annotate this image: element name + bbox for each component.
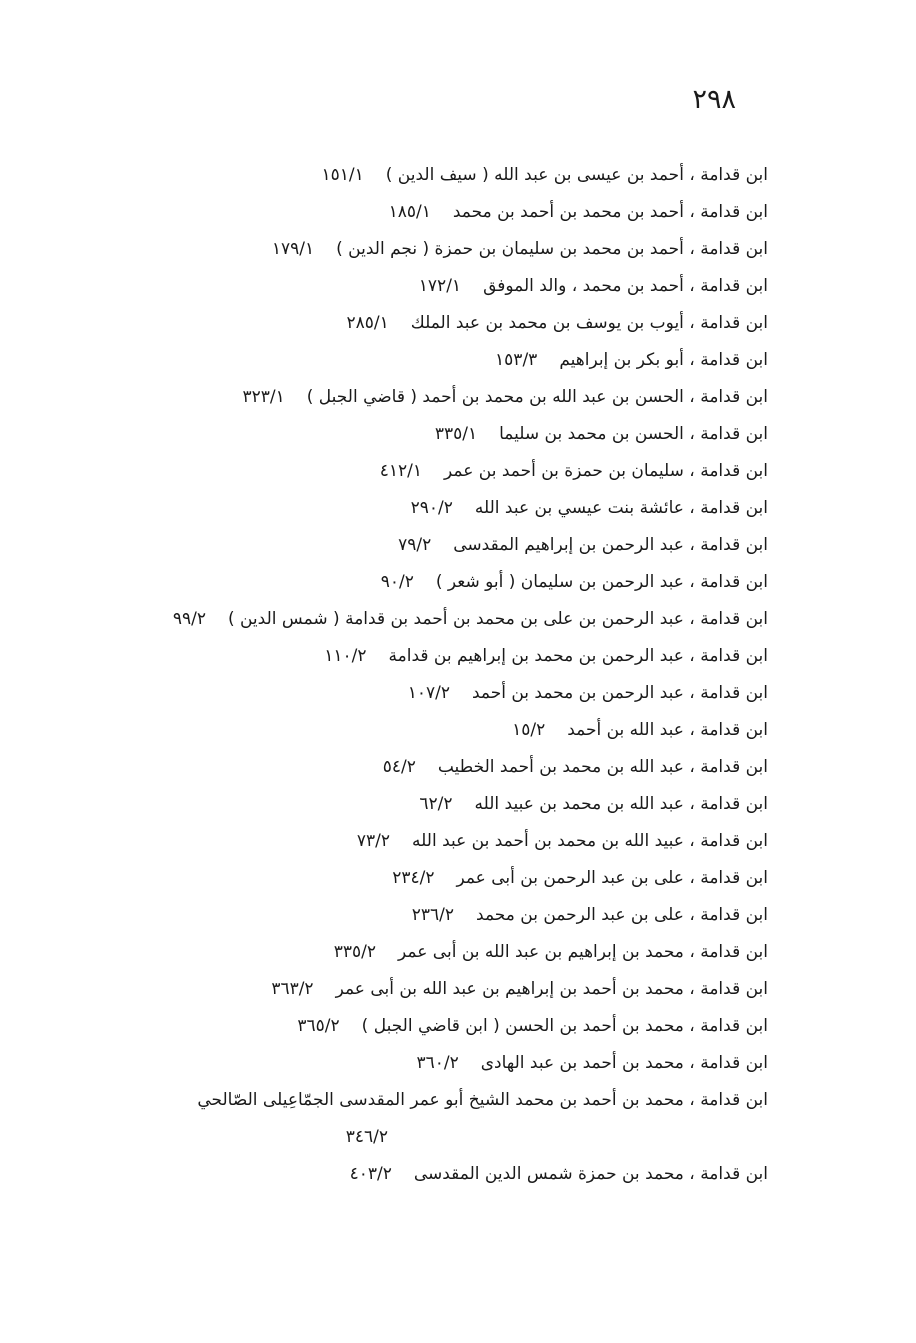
entry-name: ابن قدامة ، عبد الرحمن بن سليمان ( أبو شعر ) xyxy=(435,572,768,592)
entry-name: ابن قدامة ، عبد الله بن أحمد xyxy=(567,720,768,740)
entry-reference: ٦٢/٢ xyxy=(419,794,453,814)
entry-reference: ٣٣٥/٢ xyxy=(333,942,377,962)
index-entry xyxy=(108,564,768,601)
entry-name: ابن قدامة ، أبو بكر بن إبراهيم xyxy=(559,350,768,370)
entry-reference: ٣٦٥/٢ xyxy=(297,1016,340,1036)
index-entry xyxy=(108,379,768,416)
entry-reference: ٣٦٠/٢ xyxy=(416,1053,459,1073)
entry-reference: ٢٩٠/٢ xyxy=(410,498,453,518)
index-entry xyxy=(108,712,768,749)
entry-reference: ٤٠٣/٢ xyxy=(349,1164,392,1184)
index-entry xyxy=(108,601,768,638)
index-entry xyxy=(108,675,768,712)
entry-name: ابن قدامة ، عائشة بنت عيسي بن عبد الله xyxy=(474,498,768,518)
index-entry xyxy=(108,971,768,1008)
index-entry xyxy=(108,860,768,897)
index-entry xyxy=(108,268,768,305)
index-entry xyxy=(108,638,768,675)
index-entry xyxy=(108,527,768,564)
entry-reference: ١٧٢/١ xyxy=(418,276,462,296)
entry-reference: ١٥٣/٣ xyxy=(495,350,538,370)
entry-name: ابن قدامة ، أحمد بن عيسى بن عبد الله ( سيف الدين ) xyxy=(385,165,768,185)
entry-reference: ٧٣/٢ xyxy=(356,831,391,851)
index-entry xyxy=(108,1008,768,1045)
index-entry xyxy=(108,305,768,342)
entry-name: ابن قدامة ، سليمان بن حمزة بن أحمد بن عمر xyxy=(444,461,768,481)
entry-name: ابن قدامة ، محمد بن حمزة شمس الدين المقدسى xyxy=(413,1164,768,1184)
index-entry xyxy=(108,490,768,527)
entry-name: ابن قدامة ، أحمد بن محمد بن سليمان بن حمزة ( نجم الدين ) xyxy=(336,239,768,259)
entry-name: ابن قدامة ، على بن عبد الرحمن بن أبى عمر xyxy=(456,868,768,888)
entry-reference: ٣٣٥/١ xyxy=(434,424,478,444)
index-entry xyxy=(108,934,768,971)
index-entry xyxy=(108,416,768,453)
entry-reference: ٢٣٦/٢ xyxy=(411,905,455,925)
index-entry xyxy=(108,897,768,934)
entry-name: ابن قدامة ، الحسن بن محمد بن سليما xyxy=(499,424,768,444)
entry-name: ابن قدامة ، عبد الرحمن بن محمد بن أحمد xyxy=(471,683,768,703)
entry-reference: ٢٣٤/٢ xyxy=(392,868,435,888)
entry-reference: ٩٩/٢ xyxy=(172,609,206,629)
entry-reference: ٢٨٥/١ xyxy=(346,313,389,333)
entry-name: ابن قدامة ، عبد الرحمن بن محمد بن إبراهيم بن قدامة xyxy=(388,646,768,666)
entry-reference: ٣٢٣/١ xyxy=(242,387,285,407)
entry-reference: ١٧٩/١ xyxy=(271,239,315,259)
entry-name: ابن قدامة ، محمد بن أحمد بن عبد الهادى xyxy=(480,1053,768,1073)
index-entry xyxy=(108,1082,768,1156)
index-entry xyxy=(108,342,768,379)
entry-reference: ١١٠/٢ xyxy=(324,646,367,666)
entry-reference: ١٠٧/٢ xyxy=(407,683,450,703)
index-entry xyxy=(108,453,768,490)
entry-reference: ١٥١/١ xyxy=(321,165,364,185)
entry-name: ابن قدامة ، محمد بن أحمد بن الحسن ( ابن قاضي الجبل ) xyxy=(361,1016,768,1036)
index-entry xyxy=(108,231,768,268)
index-entry xyxy=(108,749,768,786)
page-number: ٢٩٨ xyxy=(692,84,736,115)
entry-reference: ٣٦٣/٢ xyxy=(271,979,314,999)
index-entry xyxy=(108,157,768,194)
entry-name: ابن قدامة ، الحسن بن عبد الله بن محمد بن أحمد ( قاضي الجبل ) xyxy=(306,387,768,407)
entry-reference: ٥٤/٢ xyxy=(382,757,416,777)
entry-name: ابن قدامة ، محمد بن أحمد بن إبراهيم بن عبد الله بن أبى عمر xyxy=(335,979,768,999)
index-entry xyxy=(108,823,768,860)
entry-reference: ٤١٢/١ xyxy=(379,461,423,481)
index-entry xyxy=(108,194,768,231)
entry-reference: ١٨٥/١ xyxy=(388,202,431,222)
entry-name: ابن قدامة ، على بن عبد الرحمن بن محمد xyxy=(476,905,768,925)
entry-name: ابن قدامة ، عبيد الله بن محمد بن أحمد بن عبد الله xyxy=(412,831,768,851)
entry-reference: ٧٩/٢ xyxy=(398,535,432,555)
entry-name: ابن قدامة ، محمد بن أحمد بن محمد الشيخ أبو عمر المقدسى الجمّاعِيلى الصّالحي xyxy=(197,1090,768,1110)
entry-reference: ٣٤٦/٢ xyxy=(345,1127,388,1147)
entry-name: ابن قدامة ، أحمد بن محمد ، والد الموفق xyxy=(483,276,768,296)
entry-name: ابن قدامة ، أيوب بن يوسف بن محمد بن عبد الملك xyxy=(410,313,768,333)
entry-name: ابن قدامة ، عبد الرحمن بن على بن محمد بن أحمد بن قدامة ( شمس الدين ) xyxy=(227,609,768,629)
index-entry xyxy=(108,1045,768,1082)
index-entries-list xyxy=(108,157,768,1193)
index-entry xyxy=(108,1156,768,1193)
entry-name: ابن قدامة ، محمد بن إبراهيم بن عبد الله بن أبى عمر xyxy=(398,942,768,962)
index-entry xyxy=(108,786,768,823)
entry-name: ابن قدامة ، عبد الرحمن بن إبراهيم المقدسى xyxy=(453,535,768,555)
entry-reference: ٩٠/٢ xyxy=(380,572,414,592)
entry-name: ابن قدامة ، عبد الله بن محمد بن عبيد الله xyxy=(474,794,768,814)
entry-name: ابن قدامة ، أحمد بن محمد بن أحمد بن محمد xyxy=(452,202,768,222)
entry-reference: ١٥/٢ xyxy=(512,720,546,740)
entry-name: ابن قدامة ، عبد الله بن محمد بن أحمد الخطيب xyxy=(437,757,768,777)
